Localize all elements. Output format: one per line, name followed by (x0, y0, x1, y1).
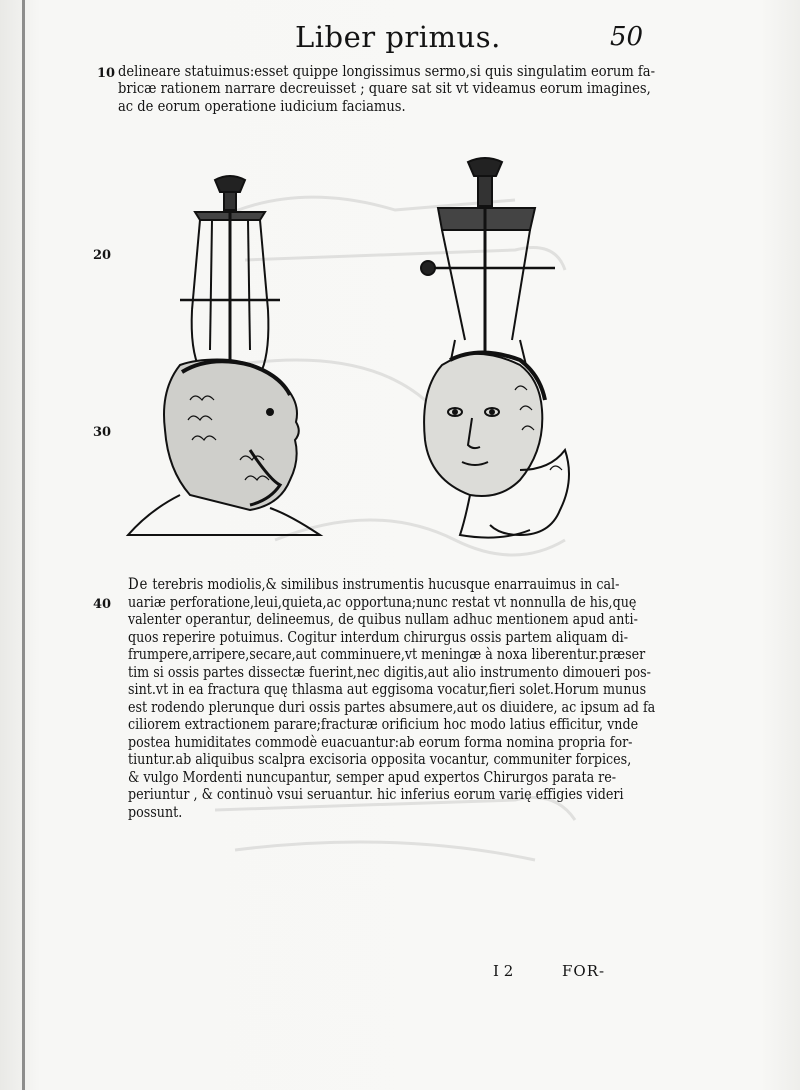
trephination-woodcut (120, 150, 570, 550)
text-line: valenter operantur, delineemus, de quibus nullam adhuc mentionem apud anti- (128, 610, 638, 628)
page-number: 50 (610, 22, 644, 52)
text-line: est rodendo plerunque duri ossis partes absumere,aut os diuidere, ac ipsum ad fa (128, 697, 656, 716)
line-number: 30 (93, 425, 112, 440)
opening-word: De (128, 574, 149, 593)
top-paragraph (118, 63, 655, 115)
text-line: sint.vt in ea fractura quę thlasma aut eggisoma vocatur,fieri solet.Horum munus (128, 680, 647, 698)
text-line: & vulgo Mordenti nuncupantur, semper apud expertos Chirurgos parata re- (128, 767, 617, 786)
line-number: 10 (97, 66, 116, 81)
line-number: 20 (93, 248, 112, 263)
text-line: tim si ossis partes dissectæ fuerint,nec digitis,aut alio instrumento dimoueri pos- (128, 662, 651, 681)
main-paragraph (128, 575, 655, 821)
catchword: FOR- (562, 962, 606, 980)
text-line: possunt. (128, 802, 183, 821)
text-line: quos reperire potuimus. Cogitur interdum chirurgus ossis partem aliquam di- (128, 627, 629, 646)
text-line: bricæ rationem narrare decreuisset ; quare sat sit vt videamus eorum imagines, (118, 79, 651, 98)
text-line: tiuntur.ab aliquibus scalpra excisoria opposita vocantur, communiter forpices, (128, 750, 632, 768)
signature-mark: I 2 (493, 962, 514, 980)
line-number: 40 (93, 597, 112, 612)
text-line: uariæ perforatione,leui,quieta,ac opportuna;nunc restat vt nonnulla de his,quę (128, 592, 637, 611)
left-trephine-instrument (180, 176, 280, 370)
right-head-young-man (424, 353, 569, 538)
text-line (128, 575, 655, 594)
right-trephine-instrument (421, 158, 555, 370)
text-line: postea humiditates commodè euacuantur:ab eorum forma nomina propria for- (128, 732, 633, 751)
text-span: terebris modiolis,& similibus instrumentis hucusque enarrauimus in cal- (152, 575, 620, 593)
text-line: periuntur , & continuò vsui seruantur. hic inferius eorum varię effigies videri (128, 785, 624, 803)
text-line: ciliorem extractionem parare;fracturæ orificium hoc modo latius efficitur, vnde (128, 715, 639, 733)
text-line: frumpere,arripere,secare,aut comminuere,vt meningæ à noxa liberentur.præser (128, 645, 646, 663)
left-head-bearded-man (128, 360, 320, 535)
text-line: ac de eorum operatione iudicium faciamus. (118, 96, 406, 115)
text-line: delineare statuimus:esset quippe longissimus sermo,si quis singulatim eorum fa- (118, 62, 655, 80)
running-title: Liber primus. (295, 20, 501, 54)
gutter-shadow (22, 0, 25, 1090)
